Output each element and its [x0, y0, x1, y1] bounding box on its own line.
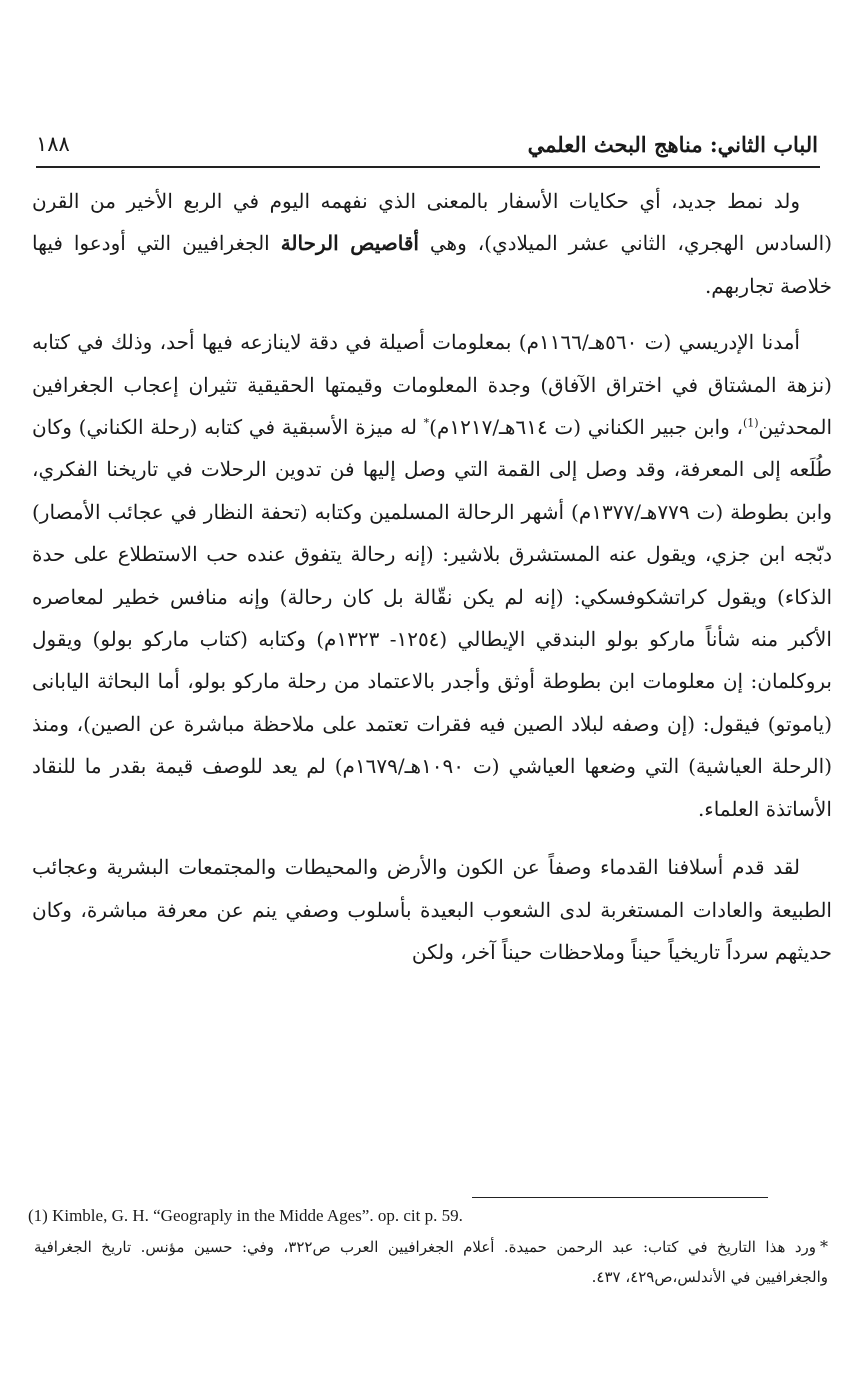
- running-title: الباب الثاني: مناهج البحث العلمي: [527, 132, 818, 157]
- footnote-star-marker: *: [820, 1237, 829, 1256]
- paragraph-2-part2: ، وابن جبير الكناني (ت ٦١٤هـ/١٢١٧م): [429, 415, 743, 440]
- footnote-star-text: ورد هذا التاريخ في كتاب: عبد الرحمن حميدة. أعلام الجغرافيين العرب ص٣٢٢، وفي: حسين مؤنس. تاريخ الجغرافية والجغرافيين في الأندلس،ص٤٢٩، ٤٣٧.: [34, 1238, 828, 1286]
- bold-term: أقاصيص الرحالة: [280, 231, 419, 256]
- paragraph-2-part3: له ميزة الأسبقية في كتابه (رحلة الكناني) وكان طُلَعه إلى المعرفة، وقد وصل إلى القمة التي وصل إليها فن تدوين الرحلات في تاريخنا الفكري، وابن بطوطة (ت ٧٧٩هـ/١٣٧٧م) أشهر الرحالة المسلمين وكتابه (تحفة النظار في عجائب الأمصار) دبّجه ابن جزي، ويقول عنه المستشرق بلاشير: (إنه رحالة يتفوق عنده حب الاستطلاع على حدة الذكاء) ويقول كراتشكوفسكي: (إنه لم يكن نقّالة بل كان رحالة) وإنه منافس خطير لمعاصره الأكبر منه شأناً ماركو بولو البندقي الإيطالي (١٢٥٤- ١٣٢٣م) وكتابه (كتاب ماركو بولو) ويقول بروكلمان: إن معلومات ابن بطوطة أوثق وأجدر بالاعتماد من رحلة ماركو بولو، أما البحاثة اليابانى (ياموتو) فيقول: (إن وصفه لبلاد الصين فيه فقرات تعتمد على ملاحظة مباشرة عن الصين)، ومنذ (الرحلة العياشية) التي وضعها العياشي (ت ١٠٩٠هـ/١٦٧٩م) لم يعد للوصف قيمة بقدر ما للنقاد الأساتذة العلماء.: [32, 415, 833, 821]
- footnote-rule: [472, 1197, 768, 1198]
- footnote-ref-star: *: [423, 416, 430, 430]
- footnote-1: (1) Kimble, G. H. “Geograply in the Midde Ages”. op. cit p. 59.: [28, 1206, 463, 1225]
- footnote-ref-1: (1): [742, 416, 759, 430]
- paragraph-2: [32, 321, 832, 830]
- paragraph-1-tail: الجغرافيين التي أودعوا فيها خلاصة تجاربهم.: [32, 231, 832, 298]
- paragraph-2-part1: أمدنا الإدريسي (ت ٥٦٠هـ/١١٦٦م) بمعلومات أصيلة في دقة لاينازعه فيها أحد، وذلك في كتابه (نزهة المشتاق في اختراق الآفاق) وجدة المعلومات وقيمتها الحقيقية تثيران إعجاب الجغرافين المحدثين: [32, 330, 832, 440]
- body-text: [32, 180, 832, 989]
- paragraph-1: [32, 180, 832, 307]
- footnote-star: [34, 1232, 828, 1292]
- page-header: [36, 128, 818, 164]
- page-number: ١٨٨: [36, 132, 70, 156]
- paragraph-1-lead: ولد نمط جديد، أي حكايات الأسفار بالمعنى الذي نفهمه اليوم في الربع الأخير من القرن (السادس الهجري، الثاني عشر الميلادي)، وهي: [32, 189, 832, 256]
- paragraph-3: لقد قدم أسلافنا القدماء وصفاً عن الكون والأرض والمحيطات والمجتمعات البشرية وعجائب الطبيعة والعادات المستغربة لدى الشعوب البعيدة بأسلوب وصفي ينم عن معرفة مباشرة، وكان حديثهم سرداً تاريخياً حيناً وملاحظات حيناً آخر، ولكن: [32, 855, 832, 964]
- header-rule: [36, 166, 820, 168]
